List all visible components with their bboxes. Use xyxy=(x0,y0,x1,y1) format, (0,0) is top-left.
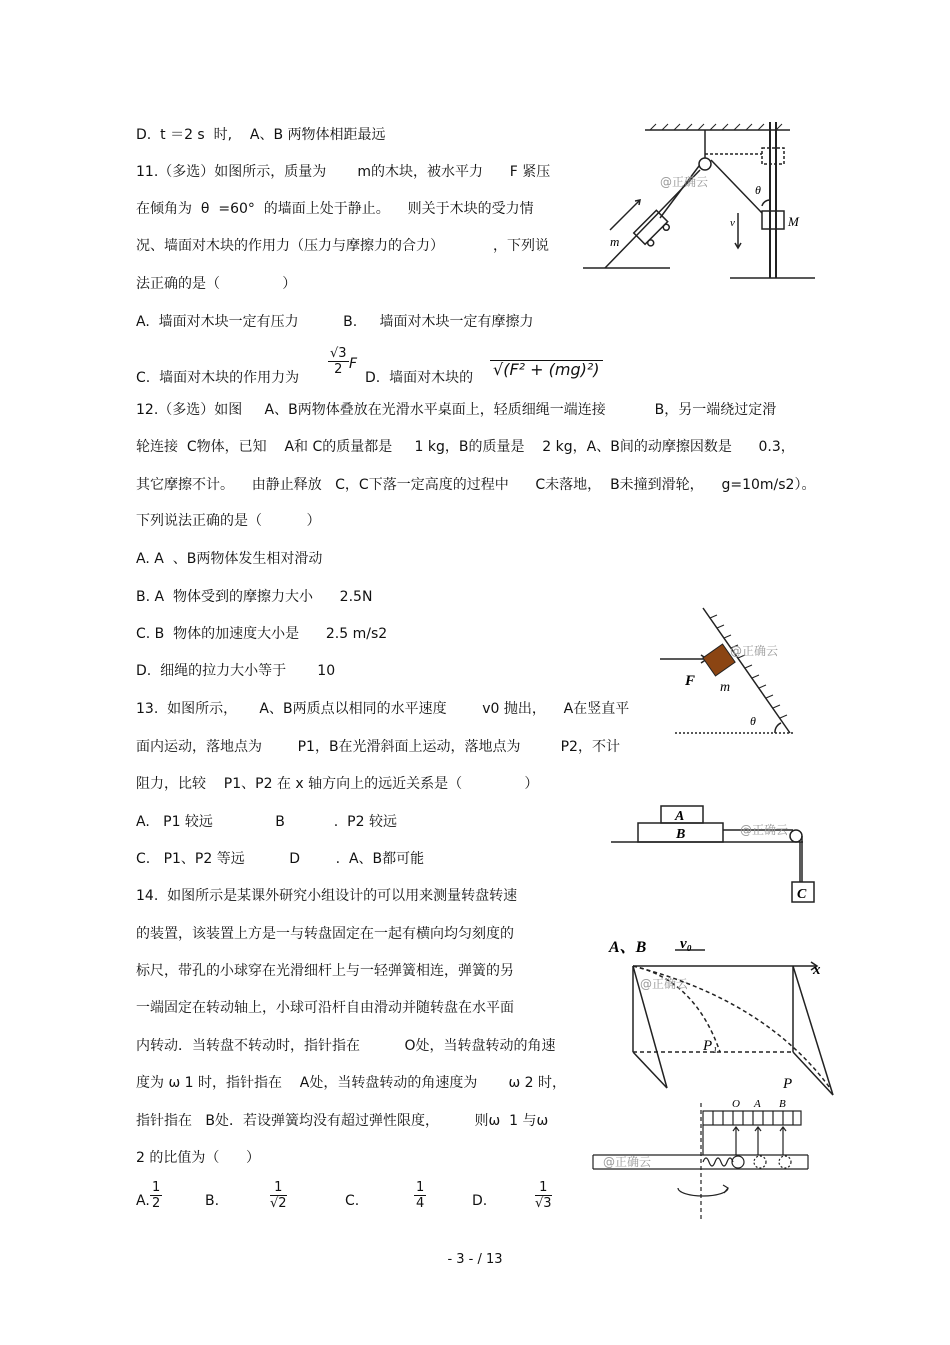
wall-block-figure xyxy=(655,605,805,740)
label-F: F xyxy=(685,673,696,689)
question-11-option-d: D. 墙面对木块的 xyxy=(365,370,474,386)
stacked-blocks-figure xyxy=(608,800,828,910)
pulley-incline-figure xyxy=(580,118,820,290)
question-13-line-2: 面内运动，落地点为 P1，B在光滑斜面上运动，落地点为 P2，不计 xyxy=(136,739,620,755)
watermark: @正确云 xyxy=(640,977,689,991)
question-11-line-3: 况、墙面对木块的作用力（压力与摩擦力的合力） ，下列说 xyxy=(136,238,549,254)
question-14-line-7: 指针指在 B处．若设弹簧均没有超过弹性限度， 则ω 1 与ω xyxy=(136,1113,549,1129)
option-c-denominator: 2 xyxy=(334,362,343,377)
question-12-option-b: B. A 物体受到的摩擦力大小 2.5N xyxy=(136,589,373,605)
label-O: O xyxy=(732,1098,740,1110)
block-M xyxy=(762,211,784,229)
q14-c-num: 1 xyxy=(416,1180,425,1195)
rope-left xyxy=(660,166,699,218)
question-13-options-ab: A. P1 较远 B . P2 较远 xyxy=(136,814,397,830)
right-slant xyxy=(793,966,833,1095)
option-c-numerator: √3 xyxy=(330,346,347,361)
question-14-line-4: 一端固定在转动轴上，小球可沿杆自由滑动并随转盘在水平面 xyxy=(136,1000,514,1016)
label-theta: θ xyxy=(755,183,761,197)
velocity-arrow-m xyxy=(610,200,640,230)
question-12-line-3: 其它摩擦不计。 由静止释放 C，C下落一定高度的过程中 C未落地， B未撞到滑轮， g=10m/s2）。 xyxy=(136,477,816,493)
question-12-line-4: 下列说法正确的是（ ） xyxy=(136,513,321,529)
ball xyxy=(732,1156,744,1168)
label-A: A xyxy=(675,809,685,824)
watermark: @正确云 xyxy=(730,644,779,658)
label-v0: v₀ xyxy=(680,936,692,952)
spring-device-figure xyxy=(588,1093,813,1223)
question-12-line-2: 轮连接 C物体，已知 A和 C的质量都是 1 kg，B的质量是 2 kg，A、B间的动摩擦因数是 0.3， xyxy=(136,439,795,455)
rotation-arrow xyxy=(678,1188,728,1196)
q14-option-b-label: B. xyxy=(205,1193,220,1209)
question-11-line-1: 11.（多选）如图所示，质量为 m的木块，被水平力 F 紧压 xyxy=(136,164,551,180)
projectile-figure xyxy=(605,930,845,1102)
q14-b-num: 1 xyxy=(270,1180,287,1196)
question-14-line-5: 内转动．当转盘不转动时，指针指在 O处，当转盘转动的角速 xyxy=(136,1038,556,1054)
label-P1: P₁ xyxy=(703,1038,718,1054)
question-11-line-2: 在倾角为 θ =60° 的墙面上处于静止。 则关于木块的受力情 xyxy=(136,201,534,217)
q14-c-den: 4 xyxy=(416,1196,425,1211)
q14-option-a-fraction xyxy=(150,1180,162,1211)
question-12-option-a: A. A 、B两物体发生相对滑动 xyxy=(136,551,323,567)
question-14-line-8: 2 的比值为（ ） xyxy=(136,1150,261,1166)
question-11-option-c: C. 墙面对木块的作用力为 xyxy=(136,370,300,386)
label-A: A xyxy=(754,1098,761,1110)
question-14-line-3: 标尺，带孔的小球穿在光滑细杆上与一轻弹簧相连，弹簧的另 xyxy=(136,963,514,979)
watermark: @正确云 xyxy=(603,1155,652,1169)
question-11-options-ab: A. 墙面对木块一定有压力 B. 墙面对木块一定有摩擦力 xyxy=(136,314,534,330)
question-12-line-1: 12.（多选）如图 A、B两物体叠放在光滑水平桌面上，轻质细绳一端连接 B，另一端绕过定滑 xyxy=(136,402,777,418)
label-v: v xyxy=(730,217,735,229)
watermark: @正确云 xyxy=(740,823,789,837)
question-14-line-2: 的装置，该装置上方是一与转盘固定在一起有横向均匀刻度的 xyxy=(136,926,514,942)
question-13-line-1: 13. 如图所示， A、B两质点以相同的水平速度 v0 抛出， A在竖直平 xyxy=(136,701,630,717)
question-12-option-d: D. 细绳的拉力大小等于 10 xyxy=(136,663,336,679)
label-P2: P xyxy=(783,1076,793,1092)
label-AB: A、B xyxy=(609,939,647,956)
pulley xyxy=(790,830,802,842)
watermark: @正确云 xyxy=(660,175,709,189)
q14-d-num: 1 xyxy=(535,1180,552,1196)
q14-option-d-fraction xyxy=(535,1180,552,1211)
question-12-option-c: C. B 物体的加速度大小是 2.5 m/s2 xyxy=(136,626,388,642)
spring-coil xyxy=(703,1158,733,1166)
label-m: m xyxy=(720,680,731,695)
question-13-options-cd: C. P1、P2 等远 D . A、B都可能 xyxy=(136,851,425,867)
label-B: B xyxy=(676,827,686,842)
q14-a-den: 2 xyxy=(152,1196,161,1211)
q14-option-d-label: D. xyxy=(472,1193,488,1209)
pulley-wheel xyxy=(699,158,711,170)
text-line-1: D. t ＝2 s 时, A、B 两物体相距最远 xyxy=(136,127,386,143)
label-C: C xyxy=(797,887,807,902)
option-c-variable: F xyxy=(349,356,358,372)
label-m: m xyxy=(610,234,620,249)
question-13-line-3: 阻力，比较 P1、P2 在 x 轴方向上的远近关系是（ ） xyxy=(136,776,539,792)
q14-d-den: √3 xyxy=(535,1196,552,1211)
q14-option-a-label: A. xyxy=(136,1193,150,1209)
option-c-fraction xyxy=(328,346,349,377)
label-M: M xyxy=(788,214,799,229)
q14-a-num: 1 xyxy=(152,1180,161,1195)
label-x: x xyxy=(813,962,821,978)
label-theta: θ xyxy=(750,714,756,728)
q14-b-den: √2 xyxy=(270,1196,287,1211)
q14-option-b-fraction xyxy=(270,1180,287,1211)
page-number: - 3 - / 13 xyxy=(447,1252,503,1267)
q14-option-c-label: C. xyxy=(345,1193,360,1209)
question-11-line-4: 法正确的是（ ） xyxy=(136,276,297,292)
question-14-line-6: 度为 ω 1 时，指针指在 A处，当转盘转动的角速度为 ω 2 时， xyxy=(136,1075,567,1091)
scale-ruler xyxy=(703,1111,801,1125)
option-d-expression: √(F² + (mg)²) xyxy=(490,360,603,379)
question-14-line-1: 14. 如图所示是某课外研究小组设计的可以用来测量转盘转速 xyxy=(136,888,518,904)
label-B: B xyxy=(779,1098,786,1110)
q14-option-c-fraction xyxy=(414,1180,426,1211)
dashed-block xyxy=(762,148,784,164)
